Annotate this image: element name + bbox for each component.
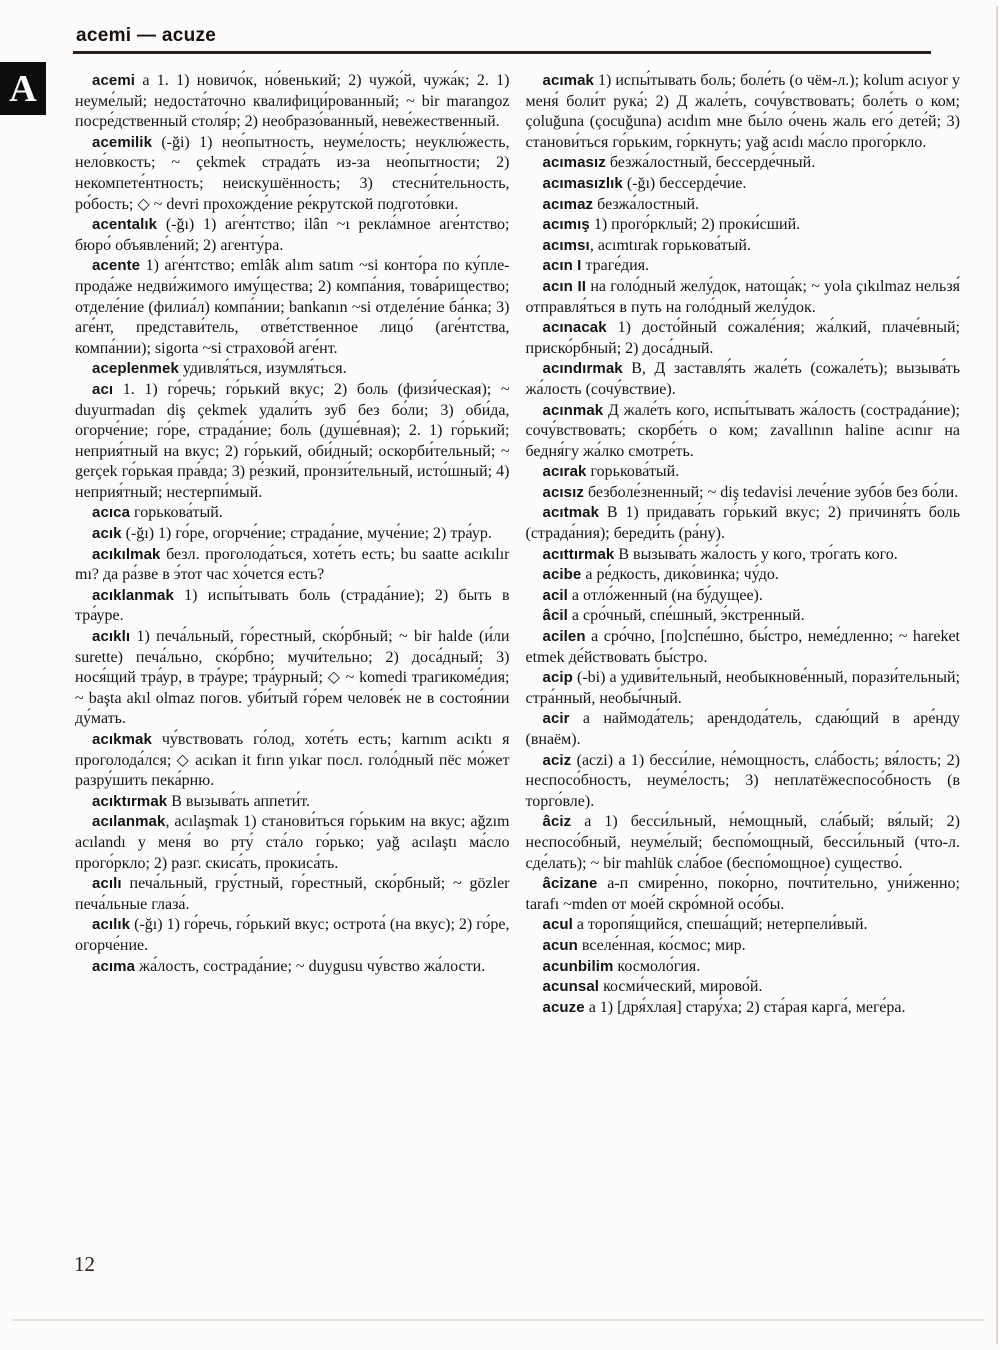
entry-body: печа́льный, гру́стный, го́рестный, ско́рбный; ~ gözler печа́льные глаза́.	[75, 875, 510, 913]
dictionary-entry	[526, 606, 961, 627]
headword: acındırmak	[542, 360, 623, 378]
running-head: acemi — acuze	[76, 25, 217, 46]
headword: acınmak	[542, 401, 604, 419]
dictionary-entry	[75, 503, 510, 524]
headword: acımasız	[542, 154, 606, 172]
headword: acip	[542, 669, 573, 687]
dictionary-entry	[75, 874, 510, 915]
dictionary-entry	[526, 998, 961, 1019]
dictionary-entry	[75, 545, 510, 586]
entry-body: чу́вствовать го́лод, хоте́ть есть; karnım acıktı я проголода́лся; ◇ acıkan it fırın yıkar посл. голо́дный пёс мо́жет разру́шить пека́рню.	[75, 731, 510, 790]
headword: acıktırmak	[92, 792, 168, 810]
entry-body: безболе́зненный; ~ diş tedavisi лече́ние зубо́в без бо́ли.	[583, 483, 959, 501]
column-right	[526, 71, 961, 1018]
dictionary-entry	[526, 256, 961, 277]
entry-body: вселе́нная, ко́смос; мир.	[577, 936, 746, 954]
headword: acunbilim	[542, 957, 614, 975]
entry-body: (-ğı) 1) го́речь, го́рький вкус; острота́ (на вкус); 2) го́ре, огорче́ние.	[75, 916, 510, 954]
headword: acil	[542, 586, 568, 604]
entry-body: (-ğı) 1) аге́нтство; ilân ~ı рекла́мное аге́нтство; бюро́ объявле́ний; 2) агенту́ра.	[75, 216, 510, 254]
dictionary-entry	[526, 236, 961, 257]
dictionary-entry	[526, 957, 961, 978]
dictionary-entry	[526, 462, 961, 483]
entry-body: (-ğı) 1) го́ре, огорче́ние; страда́ние, муче́ние; 2) тра́ур.	[121, 525, 492, 543]
dictionary-entry	[526, 153, 961, 174]
entry-body: (aczi) a 1) бесси́лие, не́мощность, сла́бость; вя́лость; 2) неспосо́бность, неуме́лость; 3) неплатёжеспосо́бность (в торго́вле).	[525, 751, 960, 810]
entry-body: В 1) придава́ть го́рький вкус; 2) причиня́ть боль (страда́ния); береди́ть (ра́ну).	[525, 504, 960, 543]
headword: acıkılmak	[92, 545, 161, 563]
dictionary-entry	[526, 318, 961, 359]
headword: aciz	[542, 751, 572, 769]
entry-body: a 1) бесси́льный, не́мощный, сла́бый; вя́лый; 2) неспосо́бный, неуме́лый; беспо́мощный, бесси́льный (что-л. сде́лать); ~ bir mahlük сла́бое (беспо́мощное) существо́.	[525, 813, 960, 872]
headword: acunsal	[542, 978, 600, 996]
headword: acıkmak	[92, 731, 152, 748]
headword: acımasızlık	[542, 174, 623, 192]
text-columns	[75, 71, 960, 1018]
entry-body: (-ği) 1) нео́пытность, неуме́лость; неуклю́жесть, нело́вкость; ~ çekmek страда́ть из-за нео́пытности; 2) некомпете́нтность; неискушённость; 3) стесни́тельность, ро́бость; ◇ ~ devri прохожде́ние ре́крутской подгото́вки.	[75, 133, 510, 213]
headword: acemi	[92, 72, 136, 89]
entry-body: a ре́дкость, дико́винка; чу́до.	[581, 566, 779, 584]
headword: acıklanmak	[92, 586, 174, 604]
headword: acımaz	[542, 195, 594, 213]
dictionary-entry	[526, 71, 961, 153]
entry-body: a отло́женный (на бу́дущее).	[567, 586, 763, 604]
dictionary-entry	[526, 627, 961, 668]
dictionary-entry	[526, 359, 961, 400]
dictionary-entry	[75, 215, 510, 256]
entry-body: a-п смире́нно, поко́рно, почти́тельно, уни́женно; tarafı ~mden от мое́й скро́мной осо́бы.	[525, 875, 960, 913]
entry-body: a сро́чно, [по]спе́шно, бы́стро, неме́дленно; ~ hareket etmek де́йствовать бы́стро.	[525, 628, 960, 666]
entry-body: 1) прого́рклый; 2) проки́сший.	[589, 216, 801, 234]
entry-body: (-bi) a удиви́тельный, необыкнове́нный, порази́тельный; стра́нный, необы́чный.	[525, 669, 960, 707]
headword: acente	[92, 257, 141, 275]
entry-body: безжа́лостный, бессерде́чный.	[605, 154, 816, 172]
entry-body: 1) испы́тывать боль; боле́ть (о чём-л.); kolum acıyor у меня́ боли́т рука́; 2) Д жале́ть, сочу́вствовать; боле́ть о ком; çoluğuna (çocuğuna) acıdım мне бы́ло о́чень жаль его́ дете́й; 3) станови́ться го́рьким, го́ркнуть; yağ acıdı ма́сло прого́ркло.	[525, 72, 960, 151]
headword: acın II	[542, 277, 587, 295]
entry-body: жа́лость, сострада́ние; ~ duygusu чу́вство жа́лости.	[135, 957, 486, 975]
dictionary-entry	[526, 503, 961, 544]
dictionary-entry	[526, 586, 961, 607]
entry-body: горькова́тый.	[130, 504, 223, 522]
dictionary-entry	[75, 586, 510, 627]
headword: acul	[542, 916, 573, 934]
headword: âciz	[542, 813, 572, 831]
entry-body: В, Д заставля́ть жале́ть (сожале́ть); вызыва́ть жа́лость (сочу́вствие).	[525, 360, 960, 398]
headword: aceplenmek	[92, 360, 179, 378]
entry-body: , acılaşmak 1) станови́ться го́рьким на вкус; ağzım acılandı у меня́ во рту́ ста́ло го́рько; yağ acılaştı ма́сло прого́ркло; 2) разг. скиса́ть, прокиса́ть.	[75, 813, 510, 872]
entry-body: (-ğı) бессерде́чие.	[622, 174, 747, 192]
headword: acılık	[92, 916, 131, 934]
entry-body: a сро́чный, спе́шный, э́кстренный.	[567, 607, 805, 625]
headword: acuze	[542, 998, 585, 1016]
entry-body: 1. 1) го́речь; го́рький вкус; 2) боль (физи́ческая); ~ duyurmadan diş çekmek удали́ть зуб без бо́ли; 3) оби́да, огорче́ние; го́ре, страда́ние; боль (душе́вная); 2. 1) го́рький; неприя́тный на вкус; 2) го́рький, оби́дный; оскорби́тельный; ~ gerçek го́рькая пра́вда; 3) ре́зкий, пронзи́тельный, исто́шный; 4) неприя́тный; нестерпи́мый.	[75, 380, 510, 501]
dictionary-entry	[75, 524, 510, 545]
entry-body: 1) испы́тывать боль (страда́ние); 2) быть в тра́уре.	[75, 586, 510, 625]
entry-body: 1) досто́йный сожале́ния; жа́лкий, плаче́вный; приско́рбный; 2) доса́дный.	[525, 319, 960, 357]
dictionary-entry	[526, 936, 961, 957]
dictionary-entry	[75, 627, 510, 730]
scan-edge-right	[996, 6, 998, 1344]
dictionary-entry	[75, 380, 510, 504]
dictionary-entry	[75, 915, 510, 956]
headword: acemilik	[92, 133, 153, 151]
headword: acırak	[542, 463, 587, 481]
entry-body: безл. проголода́ться, хоте́ть есть; bu saatte acıkılır mı? да ра́зве в э́тот час хо́чется есть?	[75, 545, 510, 584]
headword: acilen	[542, 628, 586, 646]
headword: acısız	[542, 483, 584, 501]
headword: acımsı	[542, 236, 590, 254]
headword: acıma	[92, 957, 136, 975]
entry-body: a торопя́щийся, спеша́щий; нетерпели́вый.	[572, 916, 868, 934]
headword: âcizane	[542, 875, 598, 893]
dictionary-entry	[75, 359, 510, 380]
entry-body: косми́ческий, мирово́й.	[599, 978, 763, 996]
dictionary-entry	[526, 401, 961, 463]
entry-body: 1) аге́нтство; emlâk alım satım ~si конто́ра по ку́пле-прода́же недви́жимого иму́щества; 2) компа́ния, това́рищество; отделе́ние (филиа́л) компа́нии; bankanın ~si отделе́ние ба́нка; 3) аге́нт, представи́тель, отве́тственное лицо́ (аге́нтства, компа́нии); sigorta ~si страхово́й аге́нт.	[75, 257, 510, 357]
entry-body: траге́дия.	[581, 257, 650, 275]
headword: acıklı	[92, 628, 131, 646]
headword: acıtmak	[542, 504, 600, 522]
entry-body: на голо́дный желу́док, натоща́к; ~ yola çıkılmaz нельзя́ отправля́ться в путь на голо́дный желу́док.	[525, 277, 961, 316]
dictionary-entry	[75, 730, 510, 792]
header-rule	[73, 51, 931, 54]
headword: acımış	[542, 216, 590, 234]
headword: acıca	[92, 504, 131, 522]
dictionary-entry	[75, 71, 510, 133]
dictionary-entry	[75, 957, 510, 978]
entry-body: космоло́гия.	[613, 957, 701, 975]
dictionary-entry	[526, 174, 961, 195]
entry-body: a 1. 1) новичо́к, но́венький; 2) чужо́й, чужа́к; 2. 1) неуме́лый; недоста́точно квалифици́рованный; ~ bir marangoz посре́дственный столя́р; 2) необразо́ванный, неве́жественный.	[75, 72, 510, 131]
dictionary-entry	[526, 709, 961, 750]
dictionary-entry	[526, 277, 961, 318]
dictionary-entry	[75, 133, 510, 215]
dictionary-entry	[526, 751, 961, 813]
headword: acibe	[542, 566, 582, 584]
headword: acı	[92, 380, 114, 398]
headword: acentalık	[92, 216, 158, 234]
headword: acımak	[542, 72, 594, 89]
dictionary-entry	[526, 977, 961, 998]
dictionary-entry	[526, 874, 961, 915]
headword: acınacak	[542, 319, 607, 337]
headword: acun	[542, 936, 578, 954]
dictionary-entry	[75, 792, 510, 813]
entry-body: a наймода́тель; арендода́тель, сдаю́щий в аре́нду (внаём).	[525, 710, 960, 748]
entry-body: Д жале́ть кого, испы́тывать жа́лость (сострада́ние); сочу́вствовать; скорбе́ть о ком; zavallının haline acınır на бедня́гу жа́лко смотре́ть.	[525, 401, 960, 460]
headword: acıttırmak	[542, 545, 615, 563]
entry-body: В вызыва́ть жа́лость у кого, тро́гать кого.	[614, 545, 898, 563]
page-number: 12	[74, 1252, 95, 1276]
dictionary-entry	[526, 215, 961, 236]
headword: acılı	[92, 875, 122, 893]
dictionary-entry	[526, 565, 961, 586]
entry-body: удивля́ться, изумля́ться.	[178, 360, 347, 378]
dictionary-entry	[526, 915, 961, 936]
dictionary-entry	[526, 545, 961, 566]
dictionary-entry	[526, 668, 961, 709]
dictionary-entry	[526, 195, 961, 216]
entry-body: В вызыва́ть аппети́т.	[167, 792, 311, 810]
headword: acılanmak	[92, 813, 166, 831]
dictionary-entry	[75, 812, 510, 874]
headword: âcil	[542, 607, 568, 625]
entry-body: безжа́лостный.	[593, 195, 700, 213]
letter-tab: A	[0, 62, 46, 115]
dictionary-entry	[526, 483, 961, 504]
column-left	[75, 71, 510, 1018]
dictionary-entry	[75, 256, 510, 359]
headword: acın I	[542, 257, 582, 275]
entry-body: a 1) [дря́хлая] стару́ха; 2) ста́рая карга́, меге́ра.	[584, 998, 906, 1016]
entry-body: горькова́тый.	[586, 463, 680, 481]
entry-body: 1) печа́льный, го́рестный, ско́рбный; ~ bir halde (и́ли surette) печа́льно, ско́рбно; мучи́тельно; 2) доса́дный; 3) нося́щий тра́ур, в тра́уре; тра́урный; ◇ ~ komedi трагикоме́дия; ~ başta akıl olmaz погов. уби́тый го́рем челове́к не в состоя́нии ду́мать.	[75, 628, 510, 728]
headword: acir	[542, 710, 570, 728]
headword: acık	[92, 525, 122, 543]
entry-body: , acımtırak горькова́тый.	[589, 236, 751, 254]
scan-edge-bottom	[12, 1319, 984, 1321]
dictionary-entry	[526, 812, 961, 874]
